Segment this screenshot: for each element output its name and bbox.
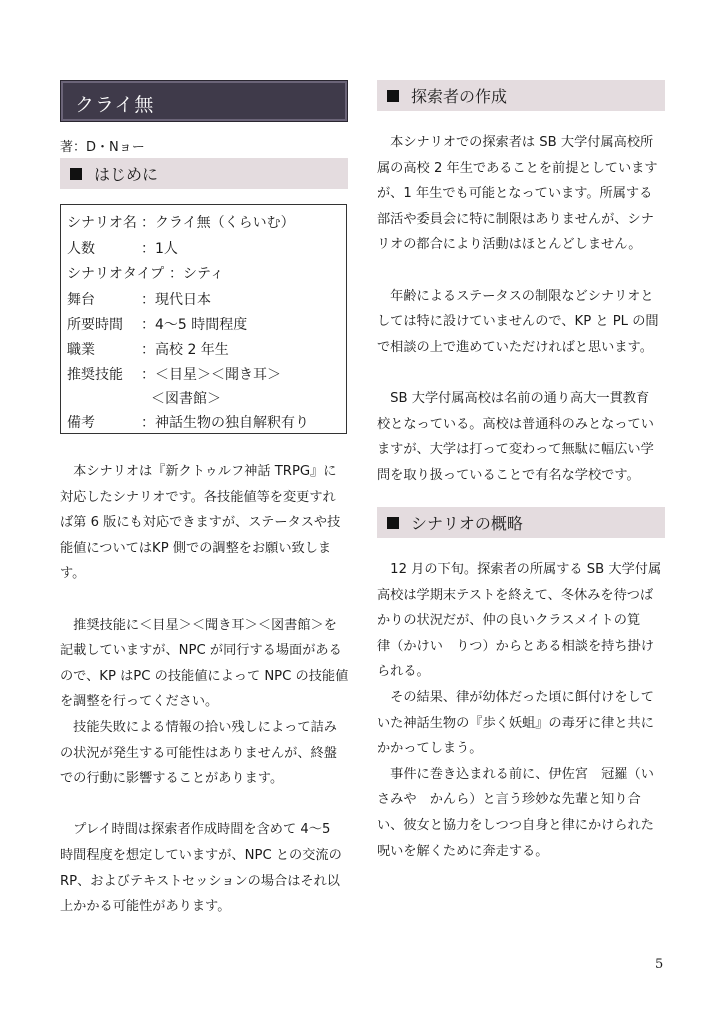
square-bullet-icon (70, 168, 82, 180)
text-line: 能値についてはKP 側での調整をお願い致しま (60, 540, 332, 556)
info-label: 人数 (67, 241, 95, 257)
text-line: 高校は学期末テストを終えて、冬休みを待つば (377, 587, 654, 603)
text-line: ますが、大学は打って変わって無駄に幅広い学 (377, 442, 654, 458)
text-line: を調整を行ってください。 (60, 694, 219, 710)
text-line: 本シナリオでの探索者は SB 大学付属高校所 (377, 135, 654, 150)
text-line: 事件に巻き込まれる前に、伊佐宮 冠羅（い (377, 766, 654, 782)
text-line (377, 258, 659, 284)
text-line: かかってしまう。 (377, 741, 483, 757)
text-line: 呪いを解くために奔走する。 (377, 843, 549, 859)
text-line: 対応したシナリオです。各技能値等を変更すれ (60, 489, 336, 505)
info-label: シナリオ名 (67, 215, 137, 231)
text-line: 記載していますが、NPC が同行する場面がある (60, 643, 342, 659)
info-label: 職業 (67, 342, 95, 358)
text-line: 校となっている。高校は普通科のみとなってい (377, 416, 654, 432)
text-line: 技能失敗による情報の拾い残しによって詰み (60, 719, 337, 735)
text-line: いた神話生物の『歩く妖蛆』の毒牙に律と共に (377, 715, 654, 731)
text-line: 推奨技能に＜目星＞＜聞き耳＞＜図書館＞を (60, 617, 337, 633)
info-value: ：高校 2 年生 (141, 342, 229, 358)
text-line: しては特に設けていませんので、KP と PL の間 (377, 314, 659, 330)
info-label: 推奨技能 (67, 367, 123, 383)
text-line: リオの都合により活動はほとんどしません。 (377, 237, 642, 253)
text-line: られる。 (377, 664, 430, 680)
scenario-info-box (60, 204, 347, 434)
author-line: 著：D・Nョー (60, 140, 145, 155)
text-line: 属の高校 2 年生であることを前提としています (377, 160, 658, 176)
info-value: ：1人 (141, 241, 178, 257)
info-value: ：4～5 時間程度 (141, 317, 248, 333)
text-line: プレイ時間は探索者作成時間を含めて 4～5 (60, 822, 331, 838)
info-value: ＜図書館＞ (151, 391, 221, 407)
text-line: が、1 年生でも可能となっています。所属する (377, 186, 653, 202)
text-line: RP、およびテキストセッションの場合はそれ以 (60, 873, 340, 889)
right-body-text-2 (377, 557, 661, 864)
text-line: 時間程度を想定していますが、NPC との交流の (60, 847, 342, 863)
page-number: 5 (655, 957, 664, 972)
info-value (141, 212, 295, 232)
text-line: い、彼女と協力をしつつ自身と律にかけられた (377, 817, 654, 833)
text-line: で相談の上で進めていただければと思います。 (377, 339, 653, 355)
text-line (377, 360, 659, 386)
text-line: さみや かんら）と言う珍妙な先輩と知り合 (377, 792, 641, 808)
text-line: かりの状況だが、仲の良いクラスメイトの筧 (377, 613, 641, 629)
info-label: シナリオタイプ (67, 266, 165, 282)
info-value-text: ：クライ無（くらいむ） (141, 215, 295, 231)
section-heading-label: はじめに (94, 165, 159, 184)
info-value (169, 263, 224, 283)
text-line: その結果、律が幼体だった頃に餌付けをして (377, 689, 654, 705)
section-heading-label: 探索者の作成 (411, 87, 508, 106)
text-line: SB 大学付属高校は名前の通り高大一貫教育 (377, 390, 650, 406)
text-line: 年齢によるステータスの制限などシナリオと (377, 288, 654, 304)
info-value: ：現代日本 (141, 292, 211, 308)
text-line: ので、KP はPC の技能値によって NPC の技能値 (60, 668, 349, 684)
right-body-text-1 (377, 130, 659, 488)
text-line (60, 792, 348, 818)
text-line: 本シナリオは『新クトゥルフ神話 TRPG』に (60, 464, 337, 479)
text-line: での行動に影響することがあります。 (60, 771, 284, 787)
info-value: ：神話生物の独自解釈有り (141, 415, 309, 431)
text-line (60, 587, 348, 613)
text-line: す。 (60, 566, 86, 582)
info-label: 所要時間 (67, 317, 123, 333)
text-line: 12 月の下旬。探索者の所属する SB 大学付属 (377, 562, 662, 577)
square-bullet-icon (387, 517, 399, 529)
info-value-text: ：シティ (169, 266, 224, 282)
text-line: 律（かけい りつ）からとある相談を持ち掛け (377, 638, 654, 654)
square-bullet-icon (387, 90, 399, 102)
page-title: クライ無 (75, 94, 155, 116)
section-heading-investigator (377, 80, 665, 111)
text-line: 部活や委員会に特に制限はありませんが、シナ (377, 211, 654, 227)
left-body-text (60, 459, 348, 920)
info-value: ：＜目星＞＜聞き耳＞ (141, 367, 281, 383)
info-label: 舞台 (67, 292, 95, 308)
text-line: の状況が発生する可能性はありませんが、終盤 (60, 745, 337, 761)
section-heading-label: シナリオの概略 (411, 514, 523, 533)
text-line: 問を取り扱っていることで有名な学校です。 (377, 467, 640, 483)
text-line: ば第 6 版にも対応できますが、ステータスや技 (60, 515, 341, 531)
title-bar (60, 80, 348, 122)
section-heading-overview (377, 507, 665, 538)
section-heading-intro (60, 158, 348, 189)
text-line: 上かかる可能性があります。 (60, 899, 231, 915)
info-label: 備考 (67, 415, 95, 431)
